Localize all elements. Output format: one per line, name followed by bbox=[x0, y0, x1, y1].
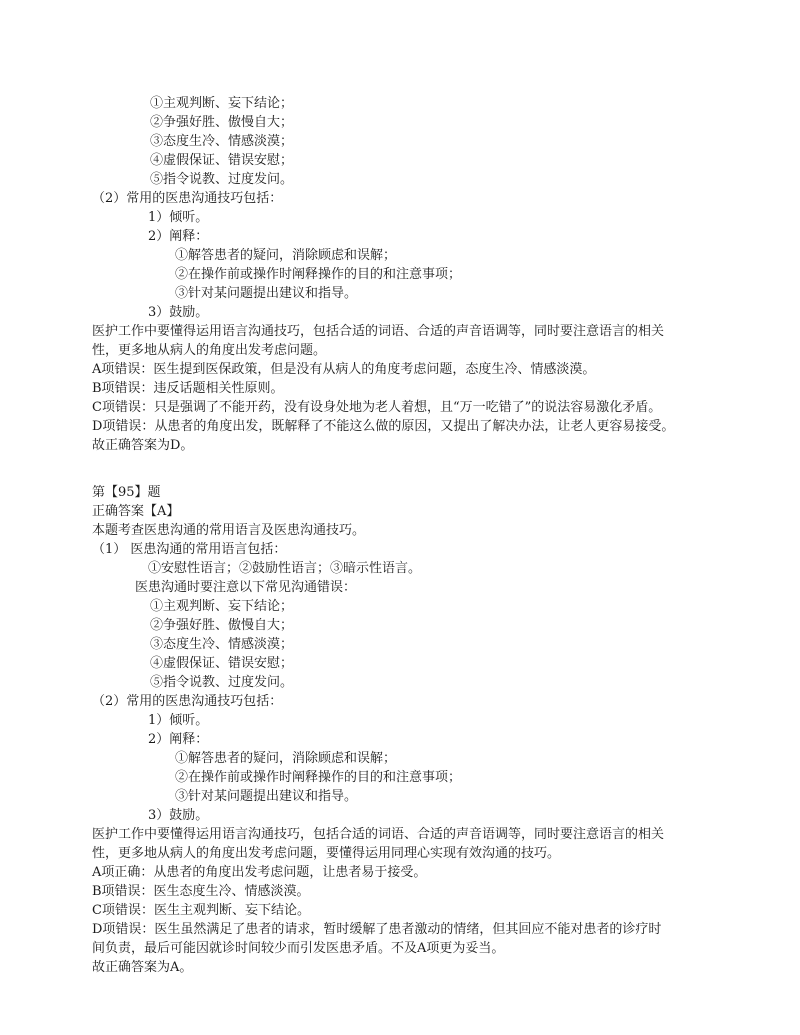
skill-listen: 1）倾听。 bbox=[148, 713, 209, 728]
common-language-items: ①安慰性语言；②鼓励性语言；③暗示性语言。 bbox=[148, 561, 422, 576]
error-item-1: ①主观判断、妄下结论； bbox=[150, 599, 294, 614]
summary-line-2: 性，更多地从病人的角度出发考虑问题，要懂得运用同理心实现有效沟通的技巧。 bbox=[92, 846, 561, 861]
error-item-3: ③态度生冷、情感淡漠； bbox=[150, 637, 294, 652]
skill-listen: 1）倾听。 bbox=[148, 210, 209, 225]
explain-item-1: ①解答患者的疑问，消除顾虑和误解； bbox=[175, 248, 397, 263]
skill-encourage: 3）鼓励。 bbox=[148, 305, 209, 320]
error-item-1: ①主观判断、妄下结论； bbox=[150, 96, 294, 111]
explain-item-1: ①解答患者的疑问，消除顾虑和误解； bbox=[175, 751, 397, 766]
option-c: C项错误：只是强调了不能开药，没有设身处地为老人着想，且“万一吃错了”的说法容易激化矛盾。 bbox=[92, 400, 662, 415]
question-title: 第【95】题 bbox=[92, 485, 161, 500]
skills-heading: （2）常用的医患沟通技巧包括： bbox=[92, 694, 283, 709]
summary-line-1: 医护工作中要懂得运用语言沟通技巧，包括合适的词语、合适的声音语调等，同时要注意语言的相关 bbox=[92, 827, 665, 842]
explain-item-3: ③针对某问题提出建议和指导。 bbox=[175, 286, 358, 301]
error-item-2: ②争强好胜、傲慢自大； bbox=[150, 618, 294, 633]
skill-explain: 2）阐释： bbox=[148, 732, 209, 747]
errors-heading: 医患沟通时要注意以下常见沟通错误： bbox=[135, 580, 357, 595]
error-item-4: ④虚假保证、错误安慰； bbox=[150, 153, 294, 168]
summary-line-2: 性，更多地从病人的角度出发考虑问题。 bbox=[92, 343, 327, 358]
conclusion: 故正确答案为D。 bbox=[92, 438, 194, 453]
question-intro: 本题考查医患沟通的常用语言及医患沟通技巧。 bbox=[92, 523, 366, 538]
conclusion: 故正确答案为A。 bbox=[92, 960, 193, 975]
option-a: A项错误：医生提到医保政策，但是没有从病人的角度考虑问题，态度生冷、情感淡漠。 bbox=[92, 362, 596, 377]
option-a: A项正确：从患者的角度出发考虑问题，让患者易于接受。 bbox=[92, 865, 427, 880]
explain-item-3: ③针对某问题提出建议和指导。 bbox=[175, 789, 358, 804]
summary-line-1: 医护工作中要懂得运用语言沟通技巧，包括合适的词语、合适的声音语调等，同时要注意语言的相关 bbox=[92, 324, 665, 339]
option-b: B项错误：违反话题相关性原则。 bbox=[92, 381, 284, 396]
explain-item-2: ②在操作前或操作时阐释操作的目的和注意事项； bbox=[175, 770, 462, 785]
option-d-line-2: 间负责，最后可能因就诊时间较少而引发医患矛盾。不及A项更为妥当。 bbox=[92, 941, 505, 956]
error-item-3: ③态度生冷、情感淡漠； bbox=[150, 134, 294, 149]
error-item-5: ⑤指令说教、过度发问。 bbox=[150, 675, 294, 690]
option-b: B项错误：医生态度生冷、情感淡漠。 bbox=[92, 884, 310, 899]
option-c: C项错误：医生主观判断、妄下结论。 bbox=[92, 903, 310, 918]
skill-encourage: 3）鼓励。 bbox=[148, 808, 209, 823]
explain-item-2: ②在操作前或操作时阐释操作的目的和注意事项； bbox=[175, 267, 462, 282]
skills-heading: （2）常用的医患沟通技巧包括： bbox=[92, 191, 283, 206]
correct-answer: 正确答案【A】 bbox=[92, 504, 180, 519]
option-d-line-1: D项错误：医生虽然满足了患者的请求，暂时缓解了患者激动的情绪，但其回应不能对患者的诊疗时 bbox=[92, 922, 662, 937]
error-item-4: ④虚假保证、错误安慰； bbox=[150, 656, 294, 671]
common-language-heading: （1） 医患沟通的常用语言包括： bbox=[92, 542, 287, 557]
error-item-5: ⑤指令说教、过度发问。 bbox=[150, 172, 294, 187]
skill-explain: 2）阐释： bbox=[148, 229, 209, 244]
option-d: D项错误：从患者的角度出发，既解释了不能这么做的原因，又提出了解决办法，让老人更容易接受。 bbox=[92, 419, 675, 434]
error-item-2: ②争强好胜、傲慢自大； bbox=[150, 115, 294, 130]
